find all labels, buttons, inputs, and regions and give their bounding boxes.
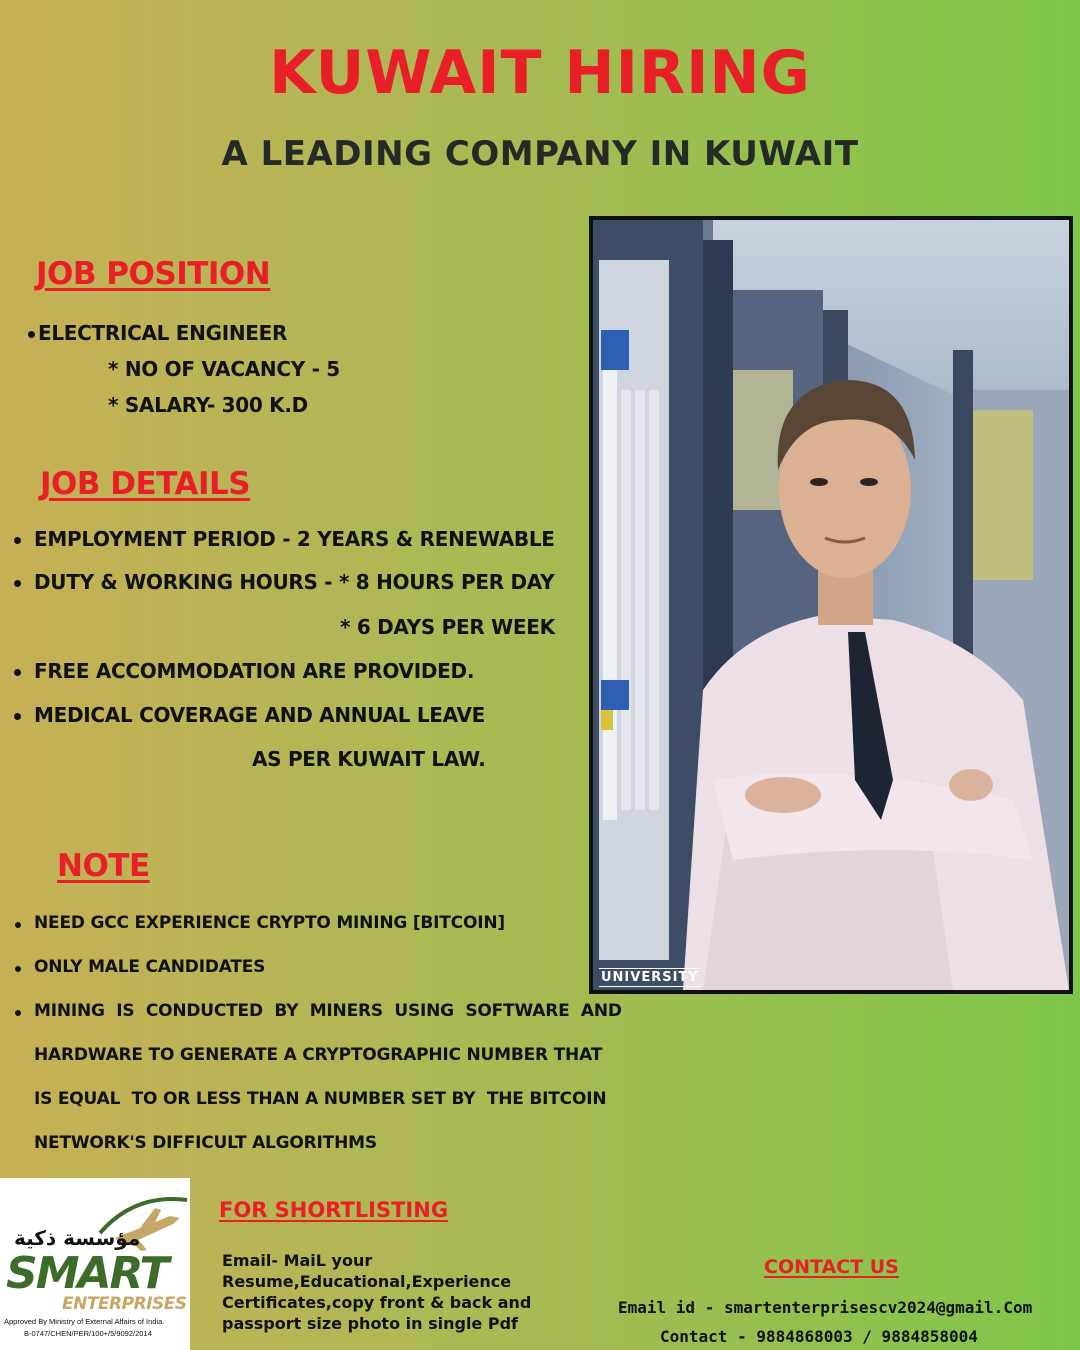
shortlisting-heading: FOR SHORTLISTING (219, 1198, 449, 1222)
detail-item: MEDICAL COVERAGE AND ANNUAL LEAVE (34, 703, 485, 727)
bullet-icon (14, 713, 21, 720)
logo-license: B-0747/CHEN/PER/100+/5/9092/2014 (24, 1329, 152, 1338)
note-continuation: IS EQUAL TO OR LESS THAN A NUMBER SET BY THE BITCOIN (34, 1089, 607, 1109)
logo-arabic-text: مؤسسة ذكية (14, 1226, 141, 1250)
logo-approval: Approved By Ministry of External Affairs of India. (4, 1317, 165, 1326)
detail-item: DUTY & WORKING HOURS - * 8 HOURS PER DAY (34, 570, 555, 594)
candidate-photo (589, 216, 1073, 994)
note-item: ONLY MALE CANDIDATES (34, 957, 266, 977)
job-details-heading: JOB DETAILS (40, 466, 251, 502)
shortlisting-line: Resume,Educational,Experience (222, 1272, 512, 1291)
note-continuation: HARDWARE TO GENERATE A CRYPTOGRAPHIC NUMBER THAT (34, 1045, 603, 1065)
bullet-icon (15, 922, 21, 928)
page-subtitle: A LEADING COMPANY IN KUWAIT (221, 134, 859, 174)
job-vacancy: * NO OF VACANCY - 5 (108, 357, 340, 381)
note-heading: NOTE (57, 848, 150, 884)
job-position-heading: JOB POSITION (36, 256, 271, 292)
detail-item-continuation: AS PER KUWAIT LAW. (252, 747, 486, 771)
detail-item: FREE ACCOMMODATION ARE PROVIDED. (34, 659, 475, 683)
detail-item: EMPLOYMENT PERIOD - 2 YEARS & RENEWABLE (34, 527, 555, 551)
shortlisting-line: Certificates,copy front & back and (222, 1293, 532, 1312)
job-salary: * SALARY- 300 K.D (108, 393, 308, 417)
smart-enterprises-logo (0, 1178, 190, 1350)
page-title: KUWAIT HIRING (269, 38, 811, 108)
bullet-icon (28, 331, 35, 338)
bullet-icon (14, 537, 21, 544)
job-role: ELECTRICAL ENGINEER (38, 321, 288, 345)
bullet-icon (15, 966, 21, 972)
contact-email: Email id - smartenterprisescv2024@gmail.Com (618, 1298, 1033, 1317)
photo-watermark: UNIVERSITY (601, 970, 699, 985)
contact-heading: CONTACT US (764, 1256, 899, 1278)
logo-brand: SMART (6, 1248, 168, 1299)
shortlisting-instructions (222, 1250, 531, 1334)
note-item: MINING IS CONDUCTED BY MINERS USING SOFTWARE AND (34, 1001, 622, 1021)
bullet-icon (14, 669, 21, 676)
note-item: NEED GCC EXPERIENCE CRYPTO MINING [BITCOIN] (34, 913, 505, 933)
detail-item-continuation: * 6 DAYS PER WEEK (340, 615, 555, 639)
server-room-photo-illustration (593, 220, 1069, 990)
shortlisting-line: passport size photo in single Pdf (222, 1314, 518, 1333)
note-continuation: NETWORK'S DIFFICULT ALGORITHMS (34, 1133, 377, 1153)
bullet-icon (14, 580, 21, 587)
contact-phone: Contact - 9884868003 / 9884858004 (660, 1327, 978, 1346)
bullet-icon (15, 1010, 21, 1016)
shortlisting-line: Email- MaiL your (222, 1251, 373, 1270)
logo-sub: ENTERPRISES (62, 1294, 187, 1314)
